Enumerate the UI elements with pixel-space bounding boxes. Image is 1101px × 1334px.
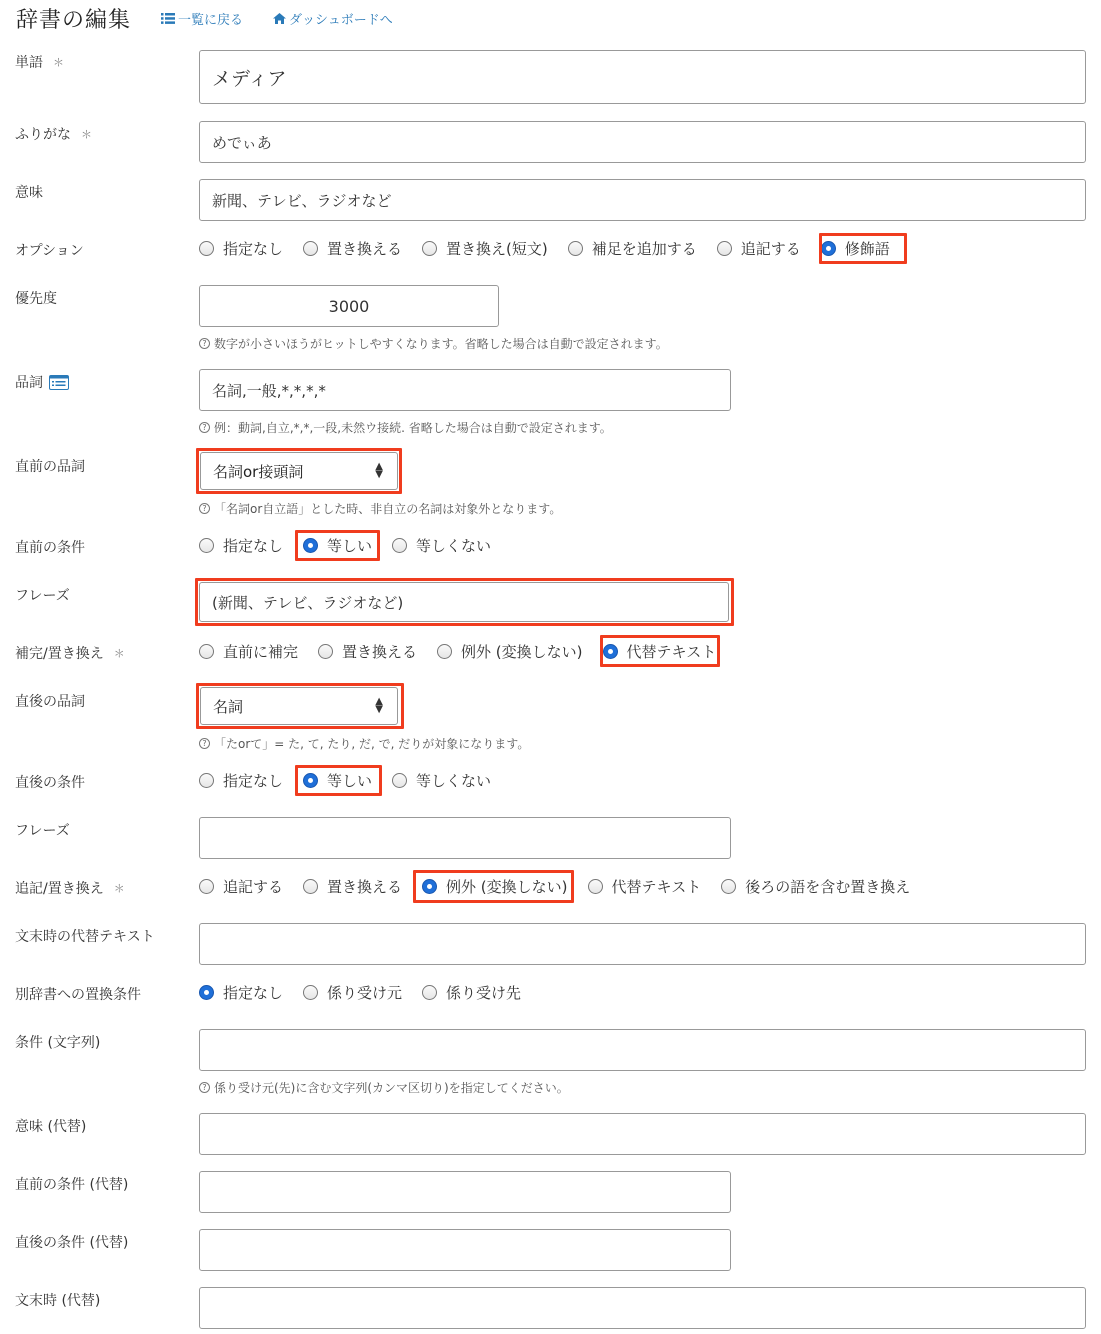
radio-icon [422, 241, 437, 256]
next-pos-select[interactable] [200, 687, 398, 725]
append-radio-replace-following[interactable] [721, 876, 910, 897]
meaning-label: 意味 [15, 185, 43, 201]
prev-cond-radio-equal[interactable] [303, 535, 372, 556]
radio-selected-icon [821, 241, 836, 256]
question-circle-icon: ? [199, 1082, 210, 1093]
question-circle-icon: ? [199, 422, 210, 433]
list-icon [161, 13, 175, 24]
prev-cond-radio-none[interactable] [199, 535, 283, 556]
radio-selected-icon [199, 985, 214, 1000]
radio-label: 追記する [223, 877, 284, 896]
next-pos-label: 直後の品詞 [15, 694, 85, 710]
radio-label: 置き換える [327, 877, 403, 896]
radio-selected-icon [422, 879, 437, 894]
prev-pos-select[interactable] [200, 452, 398, 490]
radio-icon [568, 241, 583, 256]
radio-label: 係り受け元 [327, 983, 403, 1002]
next-cond-alt-input[interactable] [199, 1229, 731, 1271]
page-title: 辞書の編集 [16, 7, 132, 33]
dashboard-link[interactable] [273, 9, 393, 28]
end-alt2-label: 文末時 (代替) [15, 1293, 101, 1309]
back-to-list-link[interactable] [161, 9, 243, 28]
required-mark: ＊ [113, 647, 125, 660]
cond-str-label: 条件 (文字列) [15, 1035, 101, 1051]
radio-label: 置き換える [342, 642, 418, 661]
radio-icon [717, 241, 732, 256]
append-radio-append[interactable] [199, 876, 283, 897]
radio-label: 係り受け先 [446, 983, 522, 1002]
pos-label-text: 品詞 [15, 375, 43, 391]
radio-label: 代替テキスト [626, 642, 717, 661]
append-radio-exception[interactable] [422, 876, 567, 897]
append-radio-group [199, 874, 910, 898]
radio-label: 置き換える [327, 239, 403, 258]
next-cond-radio-group [199, 768, 491, 792]
radio-selected-icon [303, 773, 318, 788]
end-alt-label: 文末時の代替テキスト [15, 929, 155, 945]
radio-icon [588, 879, 603, 894]
prev-pos-help [199, 500, 561, 517]
radio-selected-icon [603, 644, 618, 659]
radio-icon [303, 879, 318, 894]
radio-label: 指定なし [223, 239, 284, 258]
radio-icon [199, 241, 214, 256]
alt-dict-radio-target[interactable] [422, 982, 521, 1003]
select-value: 名詞or接頭詞 [213, 462, 304, 481]
option-label: オプション [15, 243, 84, 259]
select-arrows-icon: ▲ ▼ [375, 696, 383, 715]
next-cond-radio-equal[interactable] [303, 770, 372, 791]
radio-label: 追記する [740, 239, 801, 258]
radio-icon [392, 538, 407, 553]
complement-radio-exception[interactable] [437, 641, 582, 662]
option-radio-replace[interactable] [303, 238, 402, 259]
radio-icon [199, 538, 214, 553]
complement-radio-prev[interactable] [199, 641, 298, 662]
prev-cond-alt-label: 直前の条件 (代替) [15, 1177, 129, 1193]
radio-label: 後ろの語を含む置き換え [745, 877, 911, 896]
option-radio-add-supplement[interactable] [568, 238, 697, 259]
priority-input[interactable]: 3000 [199, 285, 499, 327]
radio-icon [199, 879, 214, 894]
dashboard-label: ダッシュボードへ [289, 12, 393, 28]
required-mark: ＊ [53, 56, 64, 69]
phrase2-input[interactable] [199, 817, 731, 859]
complement-label [15, 643, 125, 663]
radio-label: 補足を追加する [591, 239, 697, 258]
radio-icon [721, 879, 736, 894]
option-radio-append[interactable] [717, 238, 801, 259]
pos-label [15, 372, 69, 392]
page-header [16, 2, 393, 34]
required-mark: ＊ [81, 128, 92, 141]
back-to-list-label: 一覧に戻る [178, 12, 244, 28]
meaning-input[interactable]: 新聞、テレビ、ラジオなど [199, 179, 1086, 221]
append-label [15, 878, 125, 898]
word-input[interactable]: メディア [199, 50, 1086, 104]
next-cond-radio-not-equal[interactable] [392, 770, 491, 791]
complement-radio-alt-text[interactable] [603, 641, 717, 662]
meaning-alt-input[interactable] [199, 1113, 1086, 1155]
radio-icon [392, 773, 407, 788]
radio-label: 置き換え(短文) [446, 239, 548, 258]
append-radio-alt-text[interactable] [588, 876, 702, 897]
question-circle-icon: ? [199, 338, 210, 349]
next-cond-label: 直後の条件 [15, 775, 85, 791]
radio-label: 等しくない [416, 771, 492, 790]
radio-label: 指定なし [223, 771, 284, 790]
radio-selected-icon [303, 538, 318, 553]
question-circle-icon: ? [199, 738, 210, 749]
radio-label: 直前に補完 [223, 642, 299, 661]
alt-dict-radio-source[interactable] [303, 982, 402, 1003]
help-text: 係り受け元(先)に含む文字列(カンマ区切り)を指定してください。 [214, 1081, 569, 1095]
meaning-alt-label: 意味 (代替) [15, 1119, 87, 1135]
alt-dict-radio-group [199, 980, 521, 1004]
home-icon [273, 13, 286, 24]
option-radio-none[interactable] [199, 238, 283, 259]
radio-label: 等しい [327, 536, 373, 555]
phrase1-input[interactable]: (新聞、テレビ、ラジオなど) [199, 582, 729, 622]
radio-label: 指定なし [223, 536, 284, 555]
required-mark: ＊ [113, 882, 125, 895]
word-label [15, 52, 64, 72]
append-radio-replace[interactable] [303, 876, 402, 897]
furigana-input[interactable]: めでぃあ [199, 121, 1086, 163]
prev-cond-alt-input[interactable] [199, 1171, 731, 1213]
next-pos-help [199, 735, 529, 752]
prev-cond-label: 直前の条件 [15, 540, 85, 556]
radio-label: 指定なし [223, 983, 284, 1002]
radio-label: 等しくない [416, 536, 492, 555]
cond-str-help [199, 1079, 569, 1096]
next-cond-alt-label: 直後の条件 (代替) [15, 1235, 129, 1251]
phrase1-label: フレーズ [15, 588, 70, 604]
radio-icon [422, 985, 437, 1000]
radio-label: 等しい [327, 771, 373, 790]
complement-radio-replace[interactable] [318, 641, 417, 662]
radio-icon [303, 241, 318, 256]
prev-cond-radio-not-equal[interactable] [392, 535, 491, 556]
help-text: 「たorて」= た, て, たり, だ, で, だりが対象になります。 [214, 737, 530, 751]
radio-icon [199, 773, 214, 788]
pos-input[interactable]: 名詞,一般,*,*,*,* [199, 369, 731, 411]
radio-label: 代替テキスト [611, 877, 702, 896]
alt-dict-label: 別辞書への置換条件 [15, 987, 141, 1003]
option-radio-modifier[interactable] [821, 238, 890, 259]
alt-dict-radio-none[interactable] [199, 982, 283, 1003]
furigana-label [15, 124, 92, 144]
radio-icon [303, 985, 318, 1000]
radio-icon [437, 644, 452, 659]
furigana-label-text: ふりがな [15, 127, 71, 143]
complement-label-text: 補完/置き換え [15, 646, 104, 662]
select-arrows-icon: ▲ ▼ [375, 461, 383, 480]
radio-icon [199, 644, 214, 659]
prev-pos-label: 直前の品詞 [15, 459, 85, 475]
end-alt2-input[interactable] [199, 1287, 1086, 1329]
table-icon[interactable] [49, 375, 69, 390]
prev-cond-radio-group [199, 533, 491, 557]
priority-label: 優先度 [15, 291, 57, 307]
append-label-text: 追記/置き換え [15, 881, 104, 897]
help-text: 数字が小さいほうがヒットしやすくなります。省略した場合は自動で設定されます。 [214, 337, 668, 351]
end-alt-input[interactable] [199, 923, 1086, 965]
complement-radio-group [199, 639, 716, 663]
radio-icon [318, 644, 333, 659]
radio-label: 修飾語 [844, 239, 890, 258]
priority-help [199, 335, 668, 352]
radio-label: 例外 (変換しない) [446, 877, 568, 896]
question-circle-icon: ? [199, 503, 210, 514]
radio-label: 例外 (変換しない) [461, 642, 583, 661]
help-text: 例：動詞,自立,*,*,一段,未然ウ接続. 省略した場合は自動で設定されます。 [214, 421, 612, 435]
help-text: 「名詞or自立語」とした時、非自立の名詞は対象外となります。 [214, 502, 562, 516]
word-label-text: 単語 [15, 55, 43, 71]
phrase2-label: フレーズ [15, 823, 70, 839]
next-cond-radio-none[interactable] [199, 770, 283, 791]
option-radio-replace-short[interactable] [422, 238, 548, 259]
option-radio-group [199, 236, 890, 260]
pos-help [199, 419, 612, 436]
select-value: 名詞 [213, 697, 244, 716]
cond-str-input[interactable] [199, 1029, 1086, 1071]
